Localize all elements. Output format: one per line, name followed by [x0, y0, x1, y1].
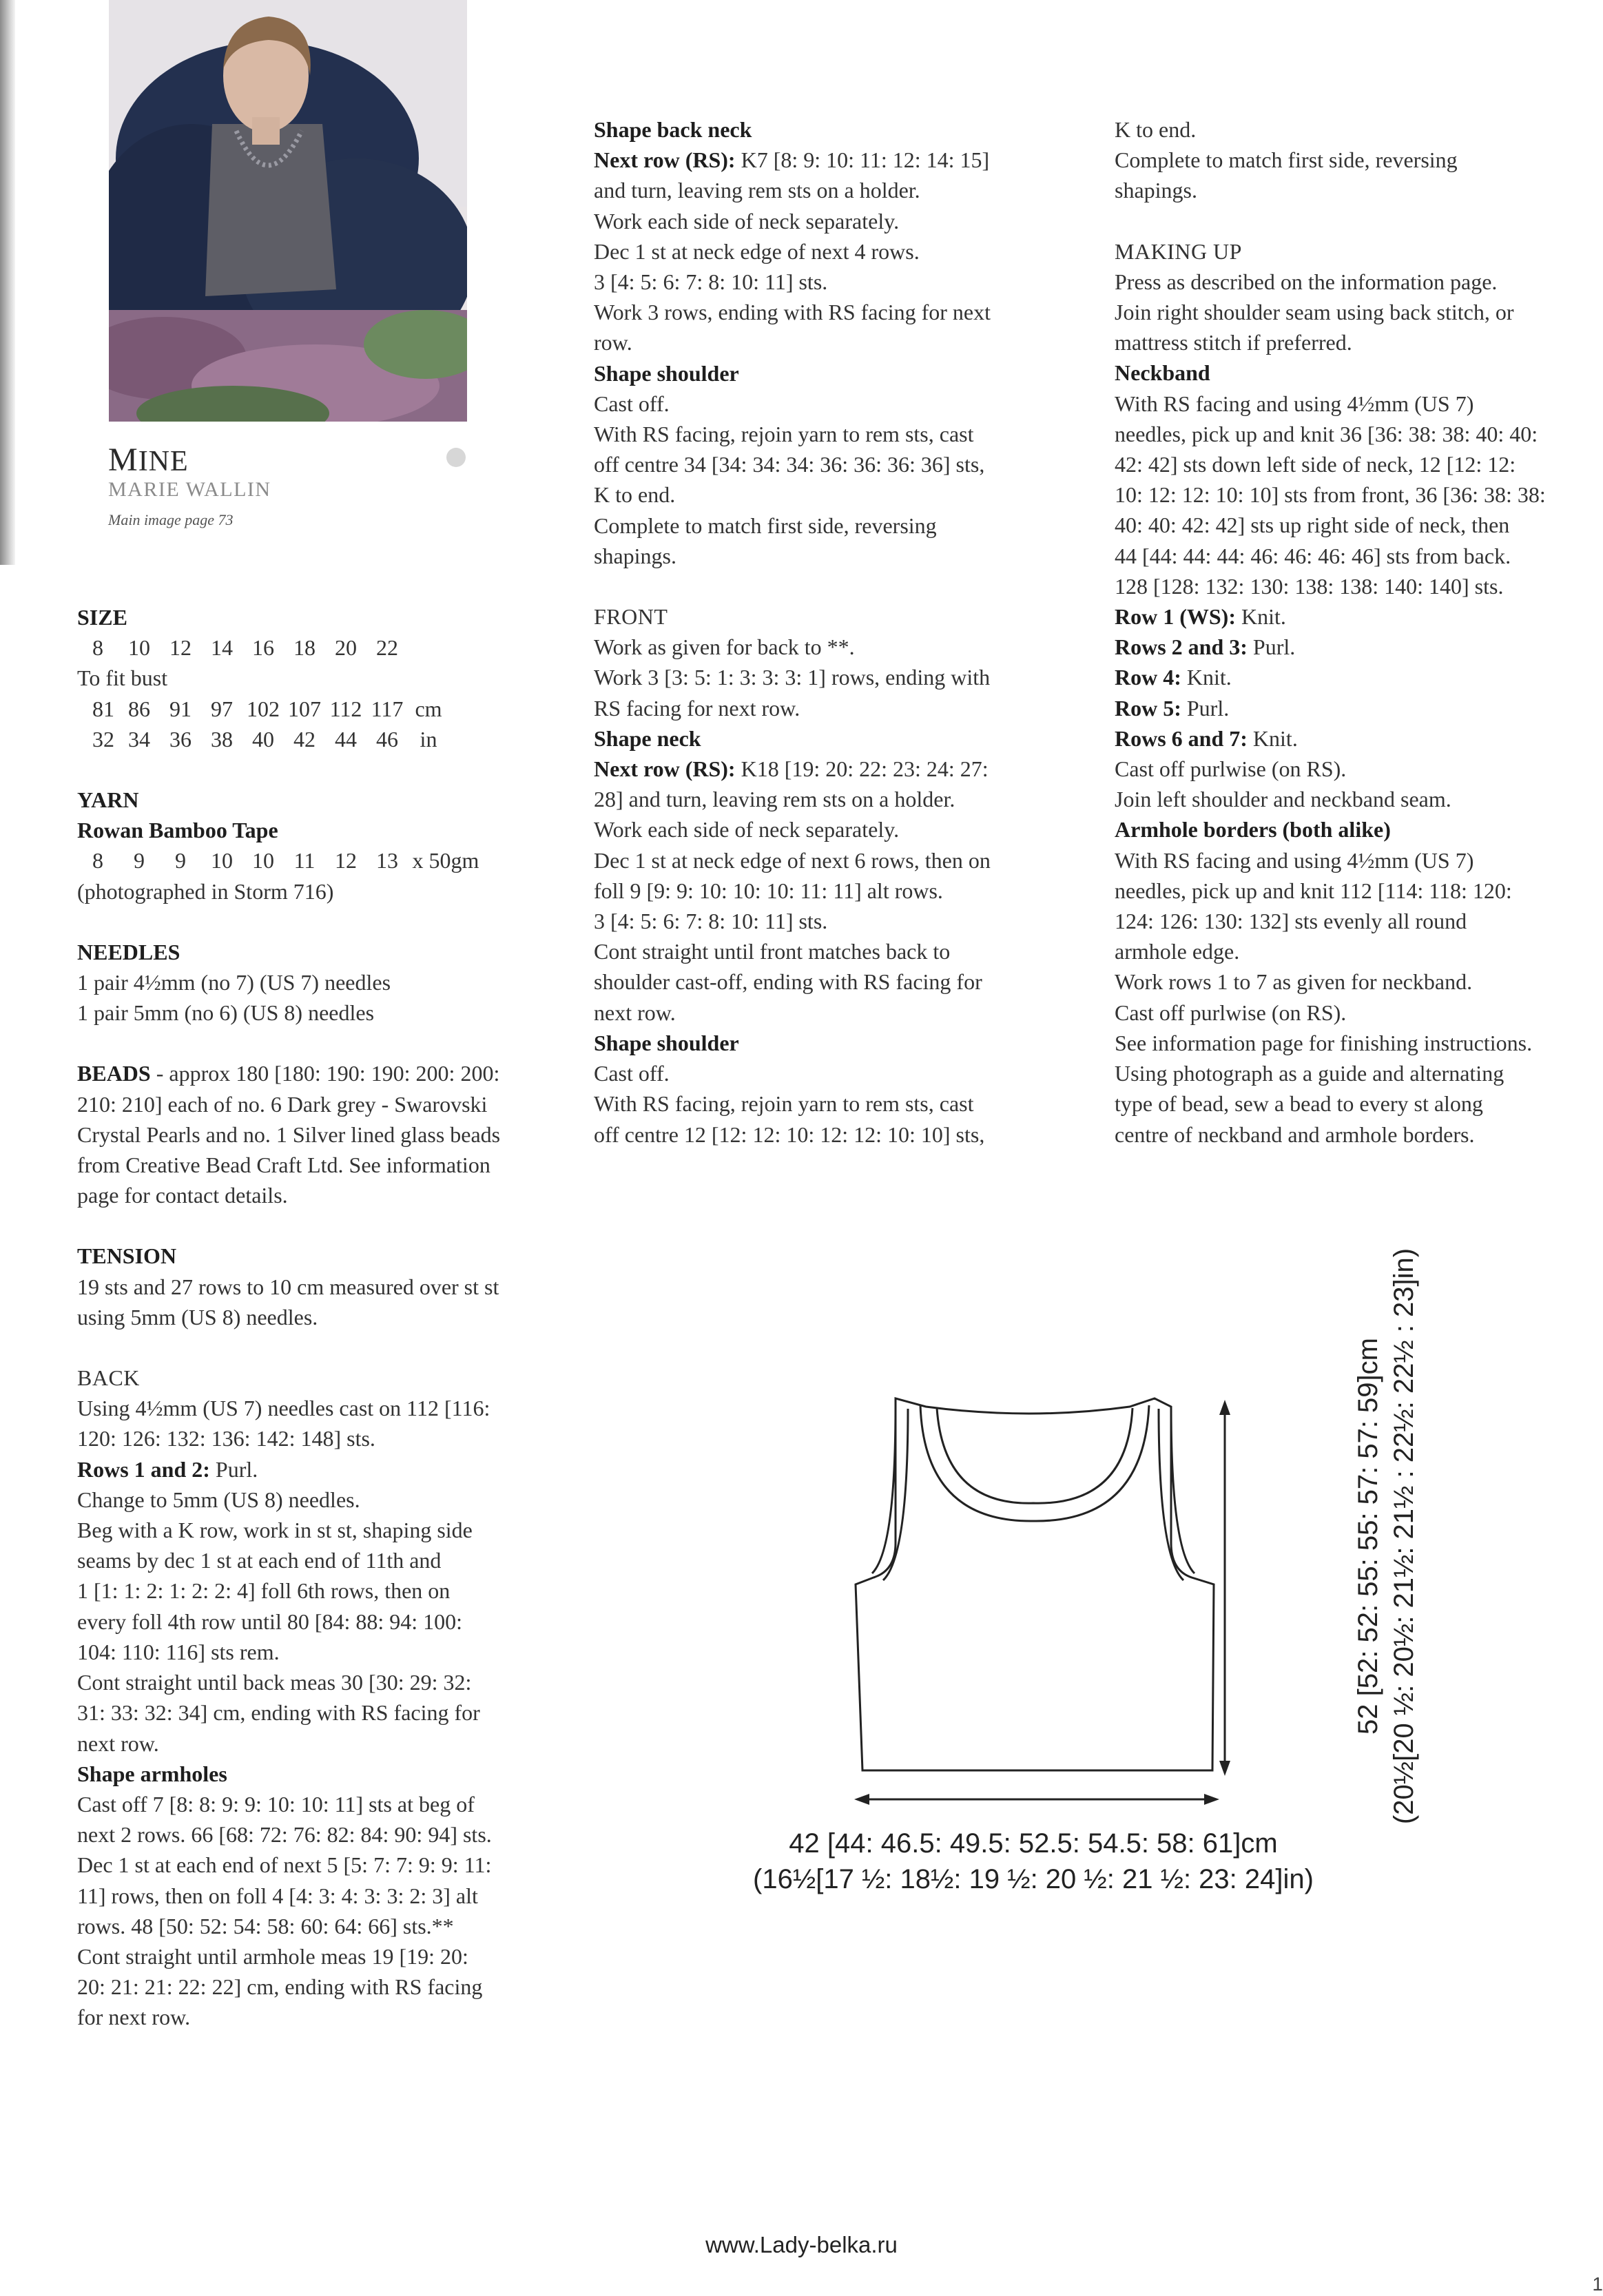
bust-in-value: 34 [128, 726, 150, 752]
top-line: Complete to match first side, reversing [1115, 147, 1458, 173]
needle-line: 1 pair 4½mm (no 7) (US 7) needles [77, 970, 391, 995]
yarn-qty-value: 9 [175, 848, 186, 873]
yarn-heading: YARN [77, 787, 139, 813]
armhole-line: armhole edge. [1115, 939, 1240, 964]
pattern-title [108, 441, 189, 479]
unit-cm: cm [415, 696, 442, 721]
column-2 [594, 114, 1076, 1150]
beads-text: - approx 180 [180: 190: 190: 200: 200: [150, 1061, 500, 1086]
back-neck-line: row. [594, 330, 632, 355]
yarn-qty-value: 10 [211, 848, 233, 873]
to-fit-bust-label: To fit bust [77, 665, 168, 691]
armhole-line: needles, pick up and knit 112 [114: 118: 120: [1115, 878, 1512, 903]
back-line: 31: 33: 32: 34] cm, ending with RS facing for [77, 1700, 480, 1726]
armholes-heading: Shape armholes [77, 1761, 227, 1786]
armhole-line: 124: 126: 130: 132] sts evenly all round [1115, 909, 1467, 934]
shoulder-heading: Shape shoulder [594, 360, 739, 386]
armholes-line: 20: 21: 21: 22: 22] cm, ending with RS facing [77, 1974, 483, 2000]
top-line: K to end. [1115, 117, 1197, 142]
rows-2-3-text: Purl. [1247, 634, 1296, 660]
neck-line: Work each side of neck separately. [594, 817, 900, 842]
bust-in-value: 38 [211, 726, 233, 752]
shoulder-line: K to end. [594, 482, 676, 508]
armholes-line: 11] rows, then on foll 4 [4: 3: 4: 3: 3: 2: 3] alt [77, 1883, 478, 1908]
shoulder-line: Cast off. [594, 391, 670, 416]
next-row-text: K7 [8: 9: 10: 11: 12: 14: 15] [735, 147, 990, 173]
back-neck-line: Dec 1 st at neck edge of next 4 rows. [594, 238, 920, 264]
armholes-line: Dec 1 st at each end of next 5 [5: 7: 7: 9: 9: 11: [77, 1852, 492, 1878]
size-value: 8 [92, 635, 103, 661]
neck-line: 28] and turn, leaving rem sts on a holder. [594, 787, 955, 812]
height-arrow [1219, 1400, 1230, 1776]
making-up-line: mattress stitch if preferred. [1115, 330, 1352, 355]
neck-line: Cont straight until front matches back to [594, 939, 951, 964]
yarn-qty-value: 10 [252, 848, 274, 873]
back-line: 1 [1: 1: 2: 1: 2: 2: 4] foll 6th rows, then on [77, 1578, 451, 1604]
width-in: (16½[17 ½: 18½: 19 ½: 20 ½: 21 ½: 23: 24]in) [753, 1864, 1314, 1894]
size-row [77, 632, 573, 663]
back-line: Change to 5mm (US 8) needles. [77, 1487, 360, 1512]
neck-line: foll 9 [9: 9: 10: 10: 10: 11: 11] alt rows. [594, 878, 943, 903]
next-row-line [594, 145, 1076, 175]
unit-in: in [420, 726, 437, 752]
armhole-left-outer [872, 1407, 896, 1573]
neck-line: Dec 1 st at neck edge of next 6 rows, then on [594, 847, 991, 873]
row-4-text: Knit. [1181, 665, 1232, 690]
making-up-line: Join right shoulder seam using back stitch, or [1115, 300, 1514, 325]
back-line: Beg with a K row, work in st st, shaping side [77, 1518, 473, 1543]
armhole-line: See information page for finishing instructions. [1115, 1030, 1533, 1055]
yarn-qty-value: 8 [92, 848, 103, 873]
title-rest: INE [138, 446, 189, 477]
bust-in-value: 42 [293, 726, 316, 752]
yarn-colour: (photographed in Storm 716) [77, 878, 334, 904]
bust-cm-value: 86 [128, 696, 150, 721]
neckband-line: With RS facing and using 4½mm (US 7) [1115, 391, 1474, 416]
shoulder2-heading: Shape shoulder [594, 1030, 739, 1055]
back-line: seams by dec 1 st at each end of 11th and [77, 1548, 442, 1573]
row-4-line [1115, 662, 1597, 692]
armholes-line: Cont straight until armhole meas 19 [19: 20: [77, 1943, 468, 1969]
bust-cm-value: 97 [211, 696, 233, 721]
front-next-row-text: K18 [19: 20: 22: 23: 24: 27: [735, 756, 989, 782]
bust-cm-row [77, 694, 573, 724]
neckband-line: needles, pick up and knit 36 [36: 38: 38: 40: 40: [1115, 421, 1538, 446]
back-line: every foll 4th row until 80 [84: 88: 94: 100: [77, 1609, 463, 1634]
garment-schematic [689, 1226, 1378, 1915]
beads-line: 210: 210] each of no. 6 Dark grey - Swarovski [77, 1091, 488, 1117]
back-line: 104: 110: 116] sts rem. [77, 1639, 280, 1664]
bust-cm-value: 91 [169, 696, 192, 721]
yarn-qty-value: 11 [293, 848, 316, 873]
neckband-inner [937, 1408, 1133, 1503]
neckband-heading: Neckband [1115, 360, 1210, 386]
neck-line: next row. [594, 1000, 676, 1025]
rows-2-3-line [1115, 632, 1597, 662]
beads-heading: BEADS [77, 1061, 151, 1086]
bust-cm-value: 81 [92, 696, 114, 721]
armholes-line: Cast off 7 [8: 8: 9: 9: 10: 10: 11] sts at beg of [77, 1791, 475, 1817]
shoulder-line: Complete to match first side, reversing [594, 513, 937, 538]
size-value: 14 [211, 635, 233, 661]
armhole-right-outer [1171, 1407, 1195, 1573]
bust-cm-value: 117 [371, 696, 404, 721]
rows-2-3-label: Rows 2 and 3: [1115, 634, 1248, 660]
rows-1-2-text: Purl. [209, 1456, 258, 1482]
bust-cm-value: 102 [247, 696, 280, 721]
armholes-line: for next row. [77, 2005, 191, 2030]
armhole-line: type of bead, sew a bead to every st along [1115, 1091, 1483, 1117]
shoulder2-line: off centre 12 [12: 12: 10: 12: 12: 10: 10] sts, [594, 1121, 985, 1147]
page-spine-shadow [0, 0, 15, 565]
back-line: Cont straight until back meas 30 [30: 29: 32: [77, 1670, 472, 1695]
armhole-line: Using photograph as a guide and alternating [1115, 1061, 1504, 1086]
next-row-label: Next row (RS): [594, 147, 736, 173]
tension-line: using 5mm (US 8) needles. [77, 1304, 318, 1330]
neckband-line: 128 [128: 132: 130: 138: 138: 140: 140] sts. [1115, 573, 1504, 599]
neckband-end-line: Join left shoulder and neckband seam. [1115, 787, 1451, 812]
neckband-line: 44 [44: 44: 44: 46: 46: 46: 46] sts from back. [1115, 543, 1511, 568]
main-image-ref: Main image page 73 [108, 511, 234, 528]
needle-line: 1 pair 5mm (no 6) (US 8) needles [77, 1000, 375, 1026]
back-neck-line: Work each side of neck separately. [594, 208, 900, 234]
neckband-end-line: Cast off purlwise (on RS). [1115, 756, 1347, 782]
row-1-line [1115, 601, 1597, 632]
title-initial: M [108, 442, 138, 478]
bust-in-value: 40 [252, 726, 274, 752]
bust-in-value: 46 [376, 726, 398, 752]
height-in: (20½[20 ½: 20½: 21½: 21½ : 22½: 22½ : 23]in) [1389, 1248, 1419, 1825]
armholes-line: rows. 48 [50: 52: 54: 58: 60: 64: 66] sts.** [77, 1913, 454, 1938]
page-number: 1 [1592, 2273, 1603, 2295]
neckband-line: 10: 12: 12: 10: 10] sts from front, 36 [36: 38: 38: [1115, 482, 1546, 508]
beads-line: Crystal Pearls and no. 1 Silver lined glass beads [77, 1121, 501, 1147]
yarn-qty-value: 13 [376, 848, 398, 873]
back-neck-heading: Shape back neck [594, 117, 752, 142]
shoulder2-line: Cast off. [594, 1061, 670, 1086]
armhole-heading: Armhole borders (both alike) [1115, 817, 1391, 842]
rows-6-7-line [1115, 723, 1597, 754]
width-arrow [854, 1794, 1219, 1805]
yarn-name: Rowan Bamboo Tape [77, 818, 278, 843]
yarn-qty-value: 12 [335, 848, 357, 873]
back-neck-line: and turn, leaving rem sts on a holder. [594, 178, 920, 203]
armhole-line: Work rows 1 to 7 as given for neckband. [1115, 969, 1473, 995]
back-neck-line: Work 3 rows, ending with RS facing for next [594, 300, 991, 325]
bust-in-value: 44 [335, 726, 357, 752]
yarn-qty-row [77, 845, 573, 876]
column-1 [77, 602, 573, 2033]
bust-cm-value: 107 [288, 696, 321, 721]
width-cm: 42 [44: 46.5: 49.5: 52.5: 54.5: 58: 61]cm [789, 1828, 1278, 1859]
size-value: 20 [335, 635, 357, 661]
bust-cm-value: 112 [329, 696, 362, 721]
beads-line: page for contact details. [77, 1183, 288, 1208]
rows-6-7-label: Rows 6 and 7: [1115, 725, 1248, 751]
armhole-line: With RS facing and using 4½mm (US 7) [1115, 847, 1474, 873]
bust-in-value: 32 [92, 726, 114, 752]
back-line: 120: 126: 132: 136: 142: 148] sts. [77, 1426, 375, 1451]
bust-in-row [77, 724, 573, 754]
front-heading: FRONT [594, 604, 668, 630]
neck-heading: Shape neck [594, 725, 701, 751]
front-line: Work as given for back to **. [594, 634, 855, 660]
size-value: 10 [128, 635, 150, 661]
tension-heading: TENSION [77, 1243, 177, 1269]
bust-in-value: 36 [169, 726, 192, 752]
armhole-line: centre of neckband and armhole borders. [1115, 1121, 1475, 1147]
beads-line: from Creative Bead Craft Ltd. See information [77, 1152, 490, 1178]
front-next-row-line [594, 754, 1076, 784]
shoulder2-line: With RS facing, rejoin yarn to rem sts, cast [594, 1091, 974, 1117]
size-heading: SIZE [77, 605, 127, 630]
back-neck-line: 3 [4: 5: 6: 7: 8: 10: 11] sts. [594, 269, 828, 295]
model-photo [109, 0, 467, 422]
shoulder-line: off centre 34 [34: 34: 34: 36: 36: 36: 36] sts, [594, 452, 985, 477]
needles-heading: NEEDLES [77, 939, 180, 964]
height-dimension [1350, 1226, 1422, 1846]
back-heading: BACK [77, 1365, 140, 1391]
armholes-line: next 2 rows. 66 [68: 72: 76: 82: 84: 90: 94] sts. [77, 1822, 492, 1848]
row-5-text: Purl. [1181, 695, 1230, 721]
front-next-row-label: Next row (RS): [594, 756, 736, 782]
armhole-line: Cast off purlwise (on RS). [1115, 1000, 1347, 1025]
tension-line: 19 sts and 27 rows to 10 cm measured over st st [77, 1274, 499, 1299]
neckband-line: 40: 40: 42: 42] sts up right side of neck, then [1115, 513, 1510, 538]
yarn-qty-value: 9 [134, 848, 145, 873]
shoulder-line: With RS facing, rejoin yarn to rem sts, cast [594, 422, 974, 447]
row-4-label: Row 4: [1115, 665, 1181, 690]
decorative-dot [446, 448, 466, 467]
yarn-unit: x 50gm [412, 848, 479, 873]
back-line: next row. [77, 1730, 159, 1756]
front-line: Work 3 [3: 5: 1: 3: 3: 3: 1] rows, ending with [594, 665, 991, 690]
height-cm: 52 [52: 52: 55: 55: 57: 57: 59]cm [1353, 1338, 1383, 1735]
size-value: 12 [169, 635, 192, 661]
shoulder-line: shapings. [594, 543, 676, 568]
rows-1-2-line [77, 1454, 573, 1485]
footer-url: www.Lady-belka.ru [705, 2232, 898, 2257]
designer-name: MARIE WALLIN [108, 478, 271, 501]
neck-line: 3 [4: 5: 6: 7: 8: 10: 11] sts. [594, 909, 828, 934]
size-value: 22 [376, 635, 398, 661]
column-3 [1115, 114, 1597, 1150]
size-value: 16 [252, 635, 274, 661]
back-line: Using 4½mm (US 7) needles cast on 112 [116: [77, 1396, 490, 1421]
rows-1-2-label: Rows 1 and 2: [77, 1456, 210, 1482]
rows-6-7-text: Knit. [1247, 725, 1298, 751]
beads-line [77, 1058, 573, 1088]
row-1-label: Row 1 (WS): [1115, 604, 1236, 630]
row-1-text: Knit. [1235, 604, 1286, 630]
neck-line: shoulder cast-off, ending with RS facing for [594, 969, 982, 995]
width-dimension [703, 1826, 1364, 1897]
row-5-line [1115, 693, 1597, 723]
front-line: RS facing for next row. [594, 695, 800, 721]
making-up-line: Press as described on the information page. [1115, 269, 1498, 294]
making-up-heading: MAKING UP [1115, 238, 1242, 264]
row-5-label: Row 5: [1115, 695, 1181, 721]
size-value: 18 [293, 635, 316, 661]
neckband-line: 42: 42] sts down left side of neck, 12 [12: 12: [1115, 452, 1516, 477]
top-line: shapings. [1115, 178, 1197, 203]
